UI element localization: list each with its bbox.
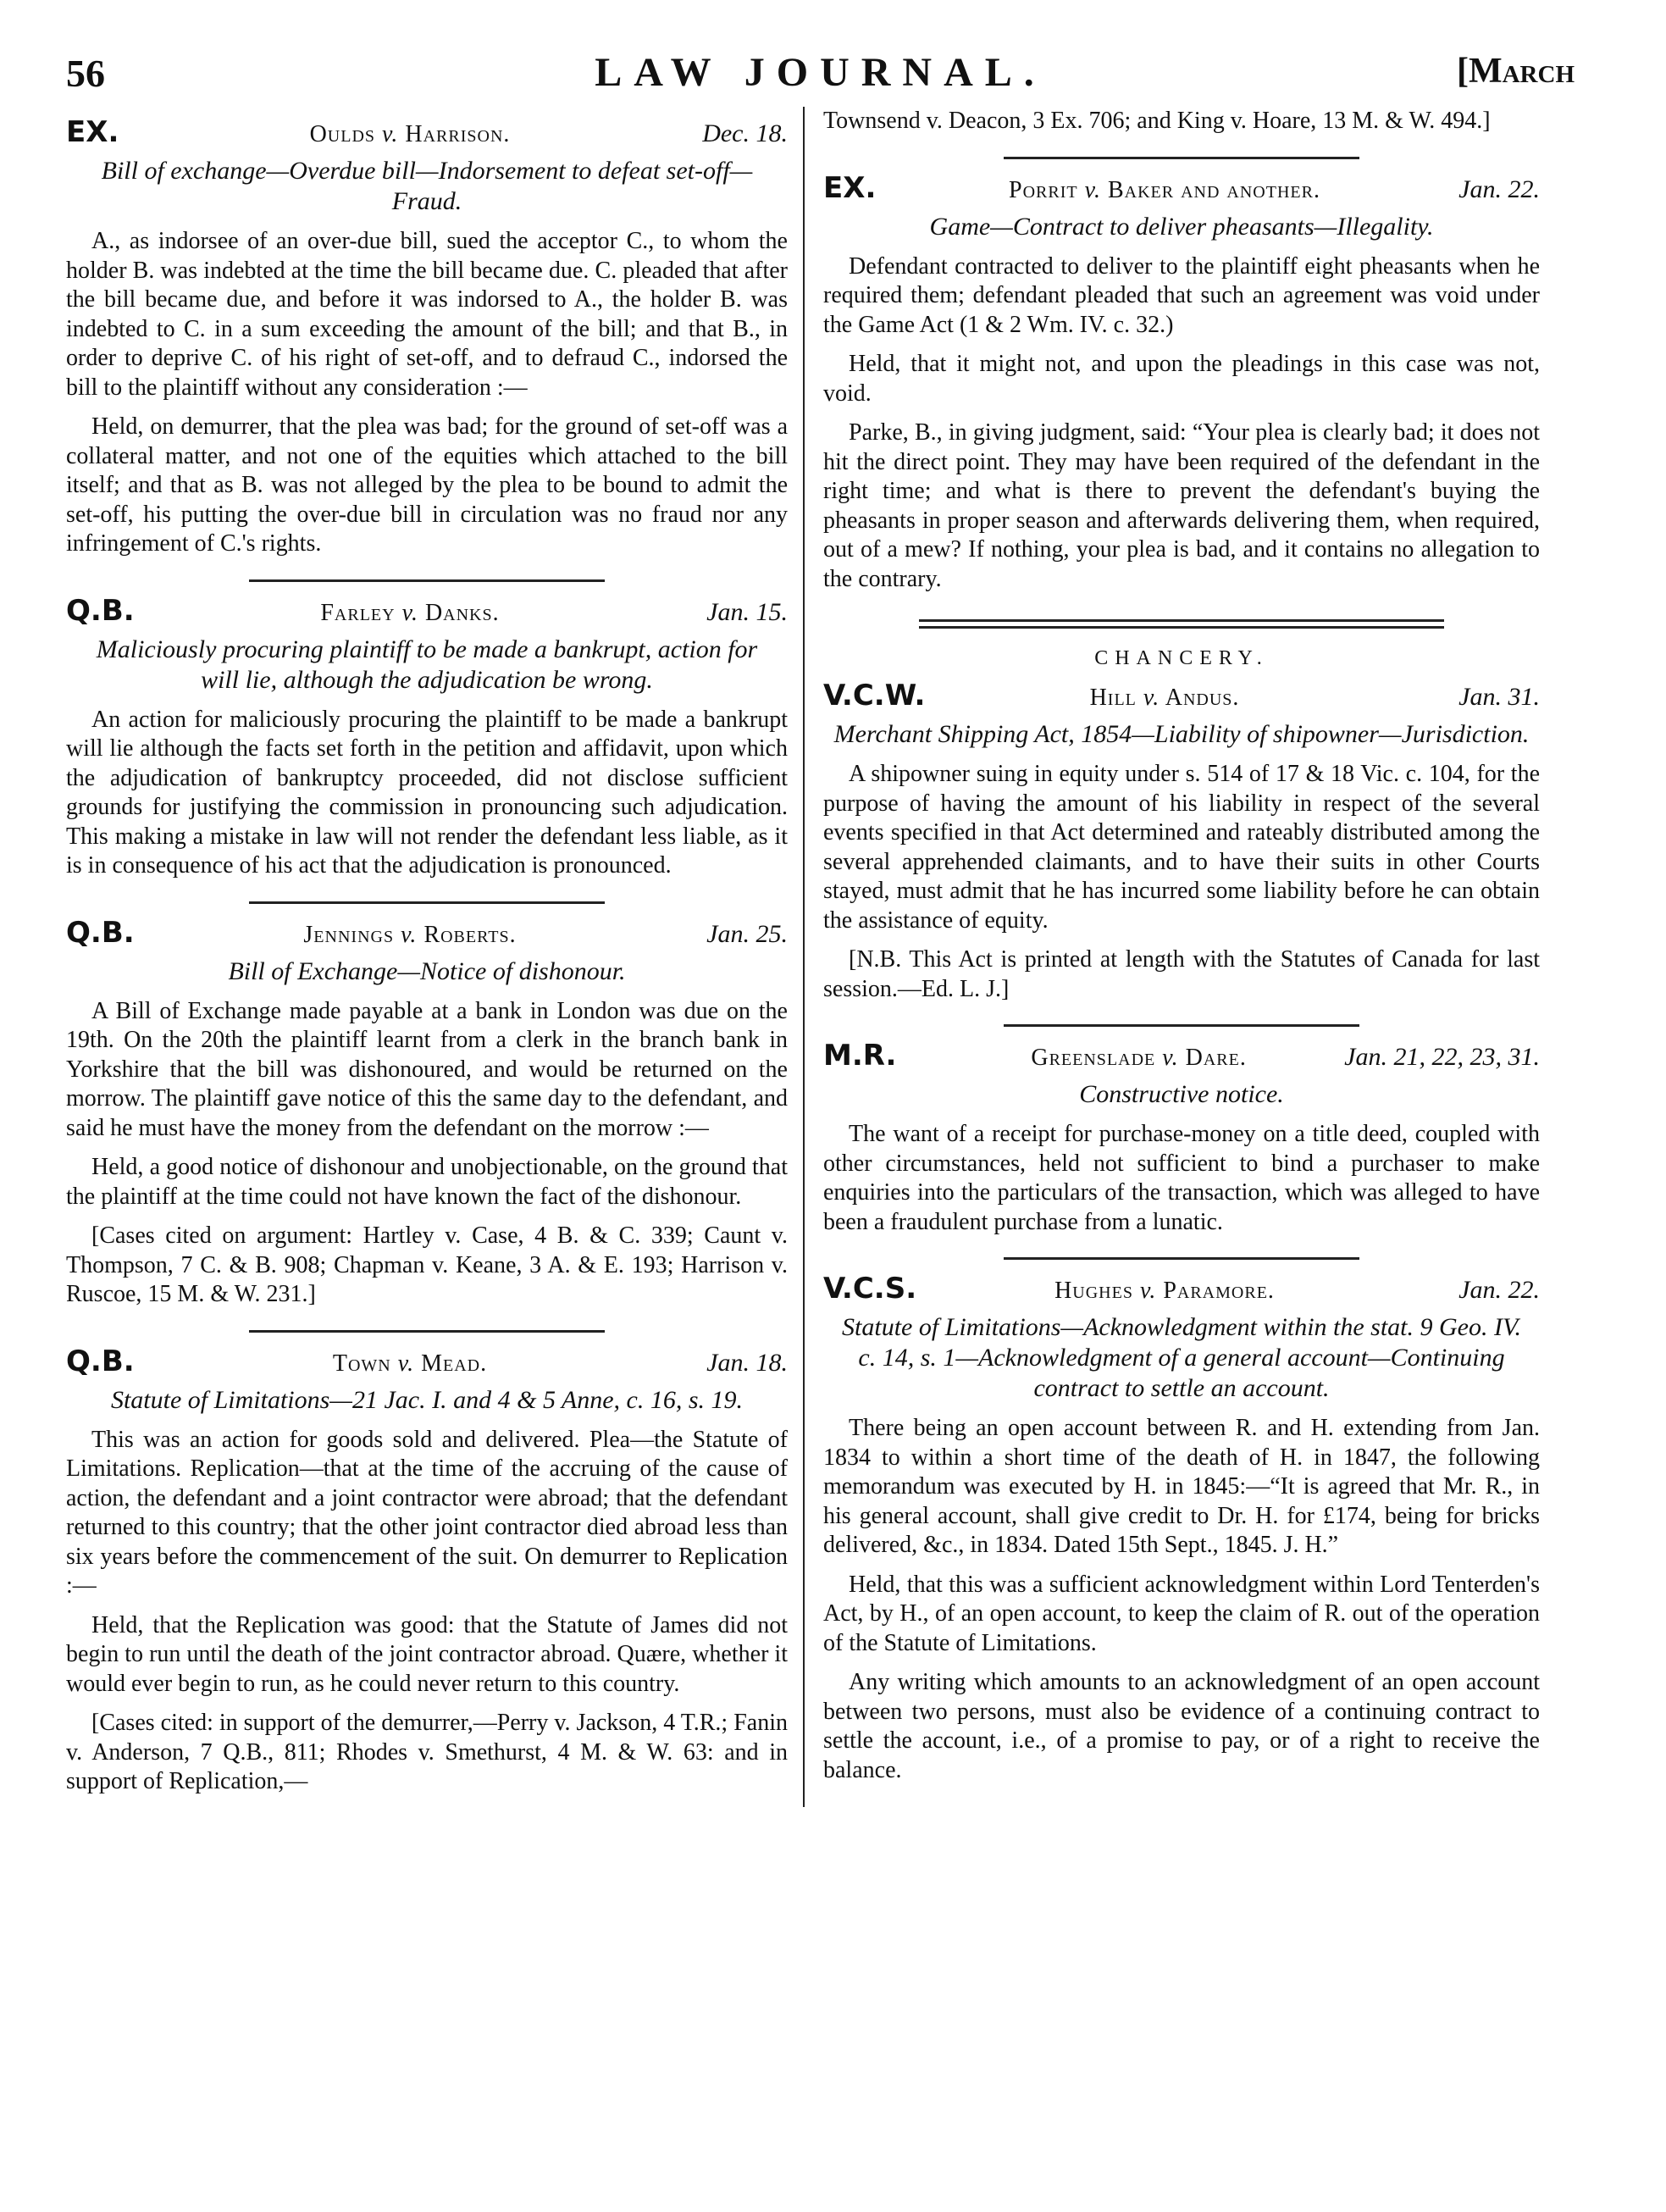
right-cases-lower bbox=[823, 679, 1540, 1785]
case-subject: Constructive notice. bbox=[1079, 1080, 1284, 1108]
case-paragraph: This was an action for goods sold and delivered. Plea—the Statute of Limitations. Replication—that at the time of the accruing of the cause of action, the defendant and a joint contractor were abroad; that the defendant returned to this country; that the other joint contractor died abroad less than six years before the commencement of the suit. On demurrer to Replication :— bbox=[66, 1426, 788, 1599]
case-date: Jan. 18. bbox=[706, 1348, 788, 1377]
case-paragraph: The want of a receipt for purchase-money on a title deed, coupled with other circumstances, held not sufficient to bind a purchaser to make enquiries into the particulars of the transaction, which was alleged to have been a fraudulent purchase from a lunatic. bbox=[823, 1121, 1540, 1235]
versus: v. bbox=[1139, 1278, 1157, 1304]
case-paragraph: A Bill of Exchange made payable at a bank in London was due on the 19th. On the 20th the plaintiff learnt from a clerk in the branch bank in Yorkshire that the bill was dishonoured, and would be returned on the morrow. The plaintiff gave notice of this the same day to the defendant, and said he must have the money from the defendant on the morrow :— bbox=[66, 997, 788, 1141]
case-divider bbox=[1004, 1024, 1359, 1027]
case-paragraph: [Cases cited: in support of the demurrer,—Perry v. Jackson, 4 T.R.; Fanin v. Anderson, 7 Q.B., 811; Rhodes v. Smethurst, 4 M. & W. 63: and in support of Replication,— bbox=[66, 1710, 788, 1794]
case-paragraph: Held, that it might not, and upon the pleadings in this case was not, void. bbox=[823, 351, 1540, 407]
right-cases-upper bbox=[823, 171, 1540, 595]
party-defendant: Harrison. bbox=[405, 121, 511, 147]
case-paragraph: Held, on demurrer, that the plea was bad; for the ground of set-off was a collateral matter, and not one of the equities which attached to the bill itself; and that as B. was not alleged by the plea to be bound to admit the set-off, his putting the over-due bill in circulation was no fraud nor any infringement of C.'s rights. bbox=[66, 413, 788, 557]
case-subject: Statute of Limitations—Acknowledgment within the stat. 9 Geo. IV. c. 14, s. 1—Acknowledgment of a general account—Continuing contract to settle an account. bbox=[842, 1313, 1521, 1402]
case-heading bbox=[823, 679, 1540, 712]
versus: v. bbox=[401, 921, 418, 948]
case-paragraph: A., as indorsee of an over-due bill, sued the acceptor C., to whom the holder B. was indebted at the time the bill became due. C. pleaded that after the bill became due, and before it was indorsed to A., the holder B. was indebted to C. in a sum exceeding the amount of the bill; and that B., in order to deprive C. of his right of set-off, and to defraud C., indorsed the bill to the plaintiff without any consideration :— bbox=[66, 228, 788, 401]
case-report bbox=[66, 594, 788, 881]
versus: v. bbox=[382, 121, 399, 147]
court-abbreviation: Q.B. bbox=[66, 1344, 135, 1378]
versus: v. bbox=[1143, 685, 1160, 711]
case-subject: Game—Contract to deliver pheasants—Illegality. bbox=[929, 212, 1434, 241]
court-abbreviation: V.C.W. bbox=[823, 679, 926, 712]
case-paragraph: Defendant contracted to deliver to the plaintiff eight pheasants when he required them; defendant pleaded that such an agreement was void under the Game Act (1 & 2 Wm. IV. c. 32.) bbox=[823, 252, 1540, 338]
case-subject: Maliciously procuring plaintiff to be made a bankrupt, action for will lie, although the adjudication be wrong. bbox=[96, 635, 758, 694]
case-heading bbox=[66, 115, 788, 149]
running-head-month: [March bbox=[1456, 52, 1575, 91]
case-parties bbox=[176, 1350, 644, 1378]
case-paragraph: Held, that the Replication was good: that the Statute of James did not begin to run until the death of the joint contractor abroad. Quære, whether it would ever begin to run, as he could never return to this country. bbox=[66, 1611, 788, 1697]
case-divider bbox=[249, 1330, 605, 1333]
continuation-text: Townsend v. Deacon, 3 Ex. 706; and King v. Hoare, 13 M. & W. 494.] bbox=[823, 108, 1491, 134]
party-plaintiff: Farley bbox=[320, 599, 396, 626]
case-report bbox=[823, 1272, 1540, 1785]
case-parties bbox=[933, 1045, 1344, 1072]
case-parties bbox=[176, 600, 644, 627]
court-abbreviation: Q.B. bbox=[66, 593, 135, 628]
case-paragraph: [Cases cited on argument: Hartley v. Case, 4 B. & C. 339; Caunt v. Thompson, 7 C. & B. 908; Chapman v. Keane, 3 A. & E. 193; Harrison v. Ruscoe, 15 M. & W. 231.] bbox=[66, 1222, 788, 1307]
case-parties bbox=[176, 922, 644, 949]
case-divider bbox=[1004, 157, 1359, 159]
two-columns bbox=[66, 107, 1575, 1807]
right-column bbox=[803, 107, 1540, 1807]
case-date: Jan. 22. bbox=[1458, 175, 1540, 203]
case-heading bbox=[66, 594, 788, 628]
party-defendant: Andus. bbox=[1165, 685, 1240, 711]
case-heading bbox=[66, 916, 788, 950]
party-defendant: Baker and another. bbox=[1107, 176, 1320, 203]
case-parties bbox=[933, 685, 1396, 712]
case-subject: Bill of Exchange—Notice of dishonour. bbox=[228, 956, 626, 985]
case-date: Jan. 15. bbox=[706, 597, 788, 626]
party-defendant: Mead. bbox=[421, 1350, 488, 1377]
case-paragraph: There being an open account between R. and H. extending from Jan. 1834 to within a short time of the death of H. in 1847, the following memorandum was executed by H. in 1845:—“It is agreed that Mr. R., in his general account, shall give credit to Dr. H. for £174, being for bricks delivered, &c., in 1834. Dated 15th Sept., 1845. J. H.” bbox=[823, 1415, 1540, 1558]
case-heading bbox=[823, 1272, 1540, 1306]
party-plaintiff: Porrit bbox=[1009, 176, 1078, 203]
page-number: 56 bbox=[66, 52, 105, 95]
case-report bbox=[823, 1039, 1540, 1237]
case-report bbox=[823, 679, 1540, 1004]
case-divider bbox=[249, 579, 605, 582]
party-defendant: Danks. bbox=[424, 599, 500, 626]
section-divider bbox=[919, 619, 1444, 629]
case-report bbox=[66, 1344, 788, 1797]
party-plaintiff: Town bbox=[332, 1350, 391, 1377]
case-report bbox=[823, 171, 1540, 595]
case-parties bbox=[176, 121, 644, 148]
case-paragraph: Held, a good notice of dishonour and unobjectionable, on the ground that the plaintiff at the time could not have known the fact of the dishonour. bbox=[66, 1154, 788, 1210]
chancery-heading: CHANCERY. bbox=[1094, 647, 1269, 669]
case-date: Jan. 21, 22, 23, 31. bbox=[1344, 1043, 1540, 1071]
case-paragraph: Held, that this was a sufficient acknowledgment within Lord Tenterden's Act, by H., of an open account, to keep the claim of R. out of the operation of the Statute of Limitations. bbox=[823, 1571, 1540, 1656]
versus: v. bbox=[1084, 176, 1101, 203]
left-column bbox=[66, 107, 803, 1807]
case-subject: Merchant Shipping Act, 1854—Liability of shipowner—Jurisdiction. bbox=[833, 720, 1530, 748]
party-defendant: Paramore. bbox=[1163, 1278, 1275, 1304]
versus: v. bbox=[1162, 1045, 1179, 1071]
party-plaintiff: Oulds bbox=[309, 121, 376, 147]
party-plaintiff: Hill bbox=[1089, 685, 1137, 711]
case-report bbox=[66, 115, 788, 559]
case-paragraph: [N.B. This Act is printed at length with the Statutes of Canada for last session.—Ed. L. J.] bbox=[823, 946, 1540, 1002]
court-abbreviation: EX. bbox=[823, 170, 877, 205]
case-paragraph: Any writing which amounts to an acknowledgment of an open account between two persons, must also be evidence of a continuing contract to settle the account, i.e., of a promise to pay, or of a right to receive the balance. bbox=[823, 1669, 1540, 1783]
case-report bbox=[66, 916, 788, 1310]
case-subject: Statute of Limitations—21 Jac. I. and 4 & 5 Anne, c. 16, s. 19. bbox=[110, 1385, 744, 1414]
court-abbreviation: EX. bbox=[66, 115, 119, 149]
case-paragraph: Parke, B., in giving judgment, said: “Your plea is clearly bad; it does not hit the direct point. They may have been required of the defendant in the right time; and what is there to prevent the defendant's buying the pheasants in proper season and afterwards delivering them, when required, out of a mew? If nothing, your plea is bad, and it contains no allegation to the contrary. bbox=[823, 419, 1540, 592]
journal-title: LAW JOURNAL. bbox=[595, 50, 1046, 95]
court-abbreviation: Q.B. bbox=[66, 915, 135, 950]
court-abbreviation: M.R. bbox=[823, 1039, 897, 1073]
case-paragraph: A shipowner suing in equity under s. 514 of 17 & 18 Vic. c. 104, for the purpose of having the amount of his liability in respect of the several events specified in that Act determined and rateably distributed among the several apprehended claimants, and to have their suits in other Courts stayed, must admit that he has incurred some liability before he can obtain the assistance of equity. bbox=[823, 761, 1540, 934]
case-subject: Bill of exchange—Overdue bill—Indorsement to defeat set-off—Fraud. bbox=[101, 157, 753, 215]
case-divider bbox=[1004, 1257, 1359, 1260]
case-date: Jan. 25. bbox=[706, 919, 788, 948]
case-date: Dec. 18. bbox=[702, 119, 788, 147]
party-defendant: Dare. bbox=[1185, 1045, 1247, 1071]
case-heading bbox=[823, 1039, 1540, 1073]
party-plaintiff: Greenslade bbox=[1031, 1045, 1156, 1071]
case-parties bbox=[933, 1278, 1396, 1305]
case-heading bbox=[66, 1344, 788, 1378]
versus: v. bbox=[397, 1350, 415, 1377]
case-divider bbox=[249, 901, 605, 904]
case-parties bbox=[933, 177, 1396, 204]
running-head bbox=[66, 42, 1575, 102]
case-date: Jan. 22. bbox=[1458, 1276, 1540, 1304]
party-defendant: Roberts. bbox=[423, 921, 517, 948]
case-date: Jan. 31. bbox=[1458, 683, 1540, 711]
court-abbreviation: V.C.S. bbox=[823, 1272, 917, 1306]
versus: v. bbox=[401, 599, 418, 626]
case-paragraph: An action for maliciously procuring the plaintiff to be made a bankrupt will lie although the facts set forth in the petition and affidavit, upon which the adjudication of bankruptcy proceeded, did not disclose sufficient grounds for justifying the commission in pronouncing such adjudication. This making a mistake in law will not render the defendant less liable, as it is in consequence of his act that the adjudication is pronounced. bbox=[66, 706, 788, 879]
party-plaintiff: Hughes bbox=[1054, 1278, 1133, 1304]
party-plaintiff: Jennings bbox=[303, 921, 395, 948]
case-heading bbox=[823, 171, 1540, 205]
